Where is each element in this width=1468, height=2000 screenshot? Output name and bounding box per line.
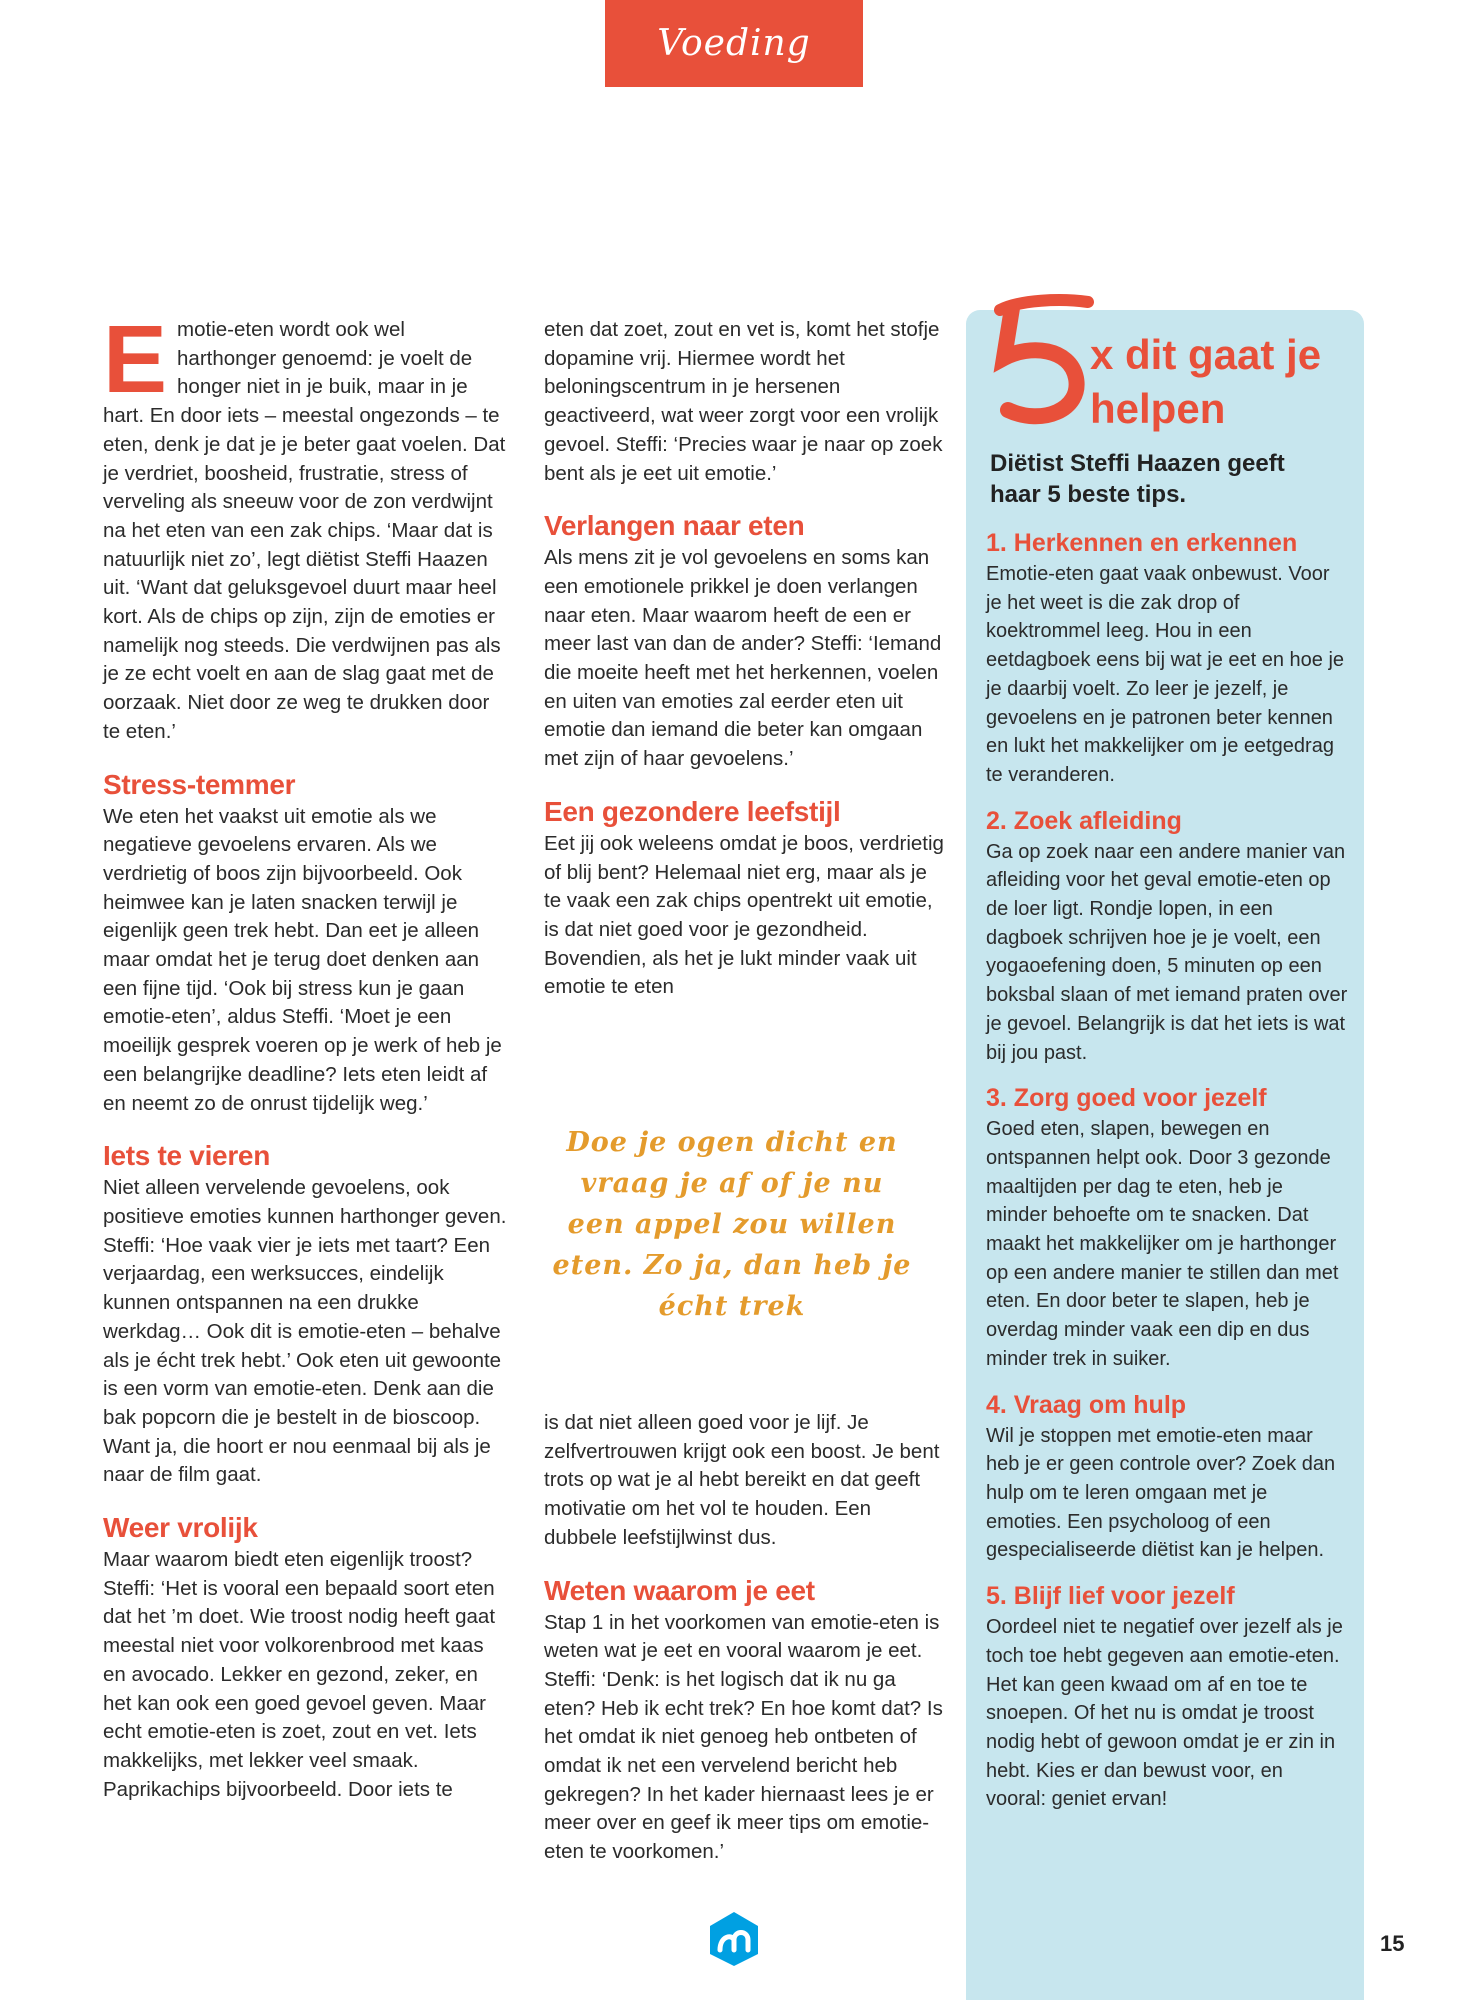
intro-text: motie-eten wordt ook wel harthonger genoemd: je voelt de honger niet in je buik, maar in je hart. En door iets – meestal ongezonds – te eten, denk je dat je je beter gaat voelen. Dat je verdriet, boosheid, frustratie, stress of verveling als sneeuw voor de zon verdwijnt na het eten van een zak chips. ‘Maar dat is natuurlijk niet zo’, legt diëtist Steffi Haazen uit. ‘Want dat geluksgevoel duurt maar heel kort. Als de chips op zijn, zijn de emoties er namelijk nog steeds. Die verdwijnen pas als je ze echt voelt en aan de slag gaat met de oorzaak. Niet door ze weg te drukken door te eten.’ bbox=[103, 318, 506, 743]
sidebar-title: x dit gaat je helpen bbox=[1090, 331, 1322, 432]
section-body: Stap 1 in het voorkomen van emotie-eten is weten wat je eet en vooral waarom je eet. Steffi: ‘Denk: is het logisch dat ik nu ga eten? Heb ik echt trek? En hoe komt dat? Is het omdat ik niet genoeg heb ontbeten of omdat ik net een vervelend bericht heb gekregen? In het kader hiernaast lees je er meer over en geef ik meer tips om emotie-eten te voorkomen.’ bbox=[544, 1610, 943, 1864]
section-body: Maar waarom biedt eten eigenlijk troost? Steffi: ‘Het is vooral een bepaald soort eten dat het ’m doet. Wie troost nodig heeft gaat meestal niet voor volkorenbrood met kaas en avocado. Lekker en gezond, zeker, en het kan ook een goed gevoel geven. Maar echt emotie-eten is zoet, zout en vet. Iets makkelijks, met lekker veel smaak. Paprikachips bijvoorbeeld. Door iets te bbox=[103, 1548, 496, 1801]
section-heading: Weer vrolijk bbox=[103, 1512, 258, 1544]
pull-quote: Doe je ogen dicht en vraag je af of je nu een appel zou willen eten. Zo ja, dan heb je écht trek bbox=[552, 1127, 912, 1322]
tip-body: Oordeel niet te negatief over jezelf als je toch toe hebt gegeven aan emotie-eten. Het kan geen kwaad om af en toe te snoepen. Of het nu is omdat je troost nodig hebt of gewoon omdat je er zin in hebt. Kies er dan bewust voor, en vooral: geniet ervan! bbox=[986, 1616, 1343, 1811]
section-body: We eten het vaakst uit emotie als we negatieve gevoelens ervaren. Als we verdrietig of boos zijn bijvoorbeeld. Ook heimwee kan je laten snacken terwijl je eigenlijk geen trek hebt. Dan eet je alleen maar omdat het je terug doet denken aan een fijne tijd. ‘Ook bij stress kun je gaan emotie-eten’, aldus Steffi. ‘Moet je een moeilijk gesprek voeren op je werk of heb je een belangrijke deadline? Iets eten leidt af en neemt zo de onrust tijdelijk weg.’ bbox=[103, 804, 502, 1115]
tip-heading: 1. Herkennen en erkennen bbox=[986, 529, 1298, 557]
tip-body: Goed eten, slapen, bewegen en ontspannen helpt ook. Door 3 gezonde maaltijden per dag te eten, heb je minder behoefte om te snacken. Dat maakt het makkelijker om je harthonger op een andere manier te stillen dan met eten. En door beter te slapen, heb je overdag minder vaak een dip en dus minder trek in suiker. bbox=[986, 1118, 1339, 1370]
section-heading: Stress-temmer bbox=[103, 768, 296, 800]
sidebar-intro: Diëtist Steffi Haazen geeft haar 5 beste tips. bbox=[990, 450, 1285, 508]
article-column-2 bbox=[544, 316, 949, 1002]
section-label: Voeding bbox=[605, 0, 863, 87]
five-brush-badge bbox=[990, 292, 1095, 432]
tip-item bbox=[986, 806, 1348, 1068]
section-body: Als mens zit je vol gevoelens en soms kan een emotionele prikkel je doen verlangen naar eten. Maar waarom heeft de een er meer last van dan de ander? Steffi: ‘Iemand die moeite heeft met het herkennen, voelen en uiten van emoties zal eerder eten uit emotie dan iemand die beter kan omgaan met zijn of haar gevoelens.’ bbox=[544, 546, 942, 771]
tip-heading: 3. Zorg goed voor jezelf bbox=[986, 1084, 1267, 1113]
ah-logo-icon bbox=[706, 1910, 762, 1968]
tips-list bbox=[986, 528, 1348, 1830]
tip-item bbox=[986, 1083, 1348, 1373]
section-heading: Verlangen naar eten bbox=[544, 510, 805, 542]
tip-body: Wil je stoppen met emotie-eten maar heb je er geen controle over? Zoek dan hulp om te leren omgaan met je emoties. Een psycholoog of een gespecialiseerde diëtist kan je helpen. bbox=[986, 1424, 1336, 1562]
article-column-1 bbox=[103, 306, 508, 1804]
column-2-lead: eten dat zoet, zout en vet is, komt het stofje dopamine vrij. Hiermee wordt het beloningscentrum in je hersenen geactiveerd, wat weer zorgt voor een vrolijk gevoel. Steffi: ‘Precies waar je naar op zoek bent als je eet uit emotie.’ bbox=[544, 318, 943, 485]
column-2-continued-text: is dat niet alleen goed voor je lijf. Je zelfvertrouwen krijgt ook een boost. Je bent trots op wat je al hebt bereikt en dat geeft motivatie om het vol te houden. Een dubbele leefstijlwinst dus. bbox=[544, 1411, 940, 1549]
tip-body: Emotie-eten gaat vaak onbewust. Voor je het weet is die zak drop of koektrommel leeg. Hou in een eetdagboek eens bij wat je eet en hoe je je daarbij voelt. Zo leer je jezelf, je gevoelens en je patronen beter kennen en lukt het makkelijker om je eetgedrag te veranderen. bbox=[986, 563, 1345, 786]
article-column-2-continued bbox=[544, 1409, 949, 1867]
tip-heading: 4. Vraag om hulp bbox=[986, 1390, 1187, 1419]
tip-heading: 2. Zoek afleiding bbox=[986, 806, 1182, 835]
tip-heading: 5. Blijf lief voor jezelf bbox=[986, 1582, 1235, 1611]
article-intro bbox=[103, 306, 508, 747]
tip-item bbox=[986, 1390, 1348, 1566]
section-heading: Weten waarom je eet bbox=[544, 1574, 815, 1606]
tip-item bbox=[986, 1581, 1348, 1814]
section-body: Niet alleen vervelende gevoelens, ook positieve emoties kunnen harthonger geven. Steffi: ‘Hoe vaak vier je iets met taart? Een verjaardag, een werksucces, eindelijk kunnen ontspannen na een drukke werkdag… Ook dit is emotie-eten – behalve als je écht trek hebt.’ Ook eten uit gewoonte is een vorm van emotie-eten. Denk aan die bak popcorn die je bestelt in de bioscoop. Want ja, die hoort er nou eenmaal bij als je naar de film gaat. bbox=[103, 1176, 507, 1487]
page-number: 15 bbox=[1380, 1931, 1405, 1956]
section-body: Eet jij ook weleens omdat je boos, verdrietig of blij bent? Helemaal niet erg, maar als je te vaak een zak chips opentrekt uit emotie, is dat niet goed voor je gezondheid. Bovendien, als het je lukt minder vaak uit emotie te eten bbox=[544, 831, 944, 999]
drop-cap: E bbox=[103, 306, 168, 413]
tip-body: Ga op zoek naar een andere manier van afleiding voor het geval emotie-eten op de loer ligt. Rondje lopen, in een dagboek schrijven hoe je je voelt, een yogaoefening doen, 5 minuten op een boksbal slaan of met iemand praten over je gevoel. Belangrijk is dat het iets is wat bij jou past. bbox=[986, 840, 1348, 1064]
tip-item bbox=[986, 528, 1348, 790]
section-heading: Iets te vieren bbox=[103, 1140, 270, 1172]
section-heading: Een gezondere leefstijl bbox=[544, 795, 841, 827]
